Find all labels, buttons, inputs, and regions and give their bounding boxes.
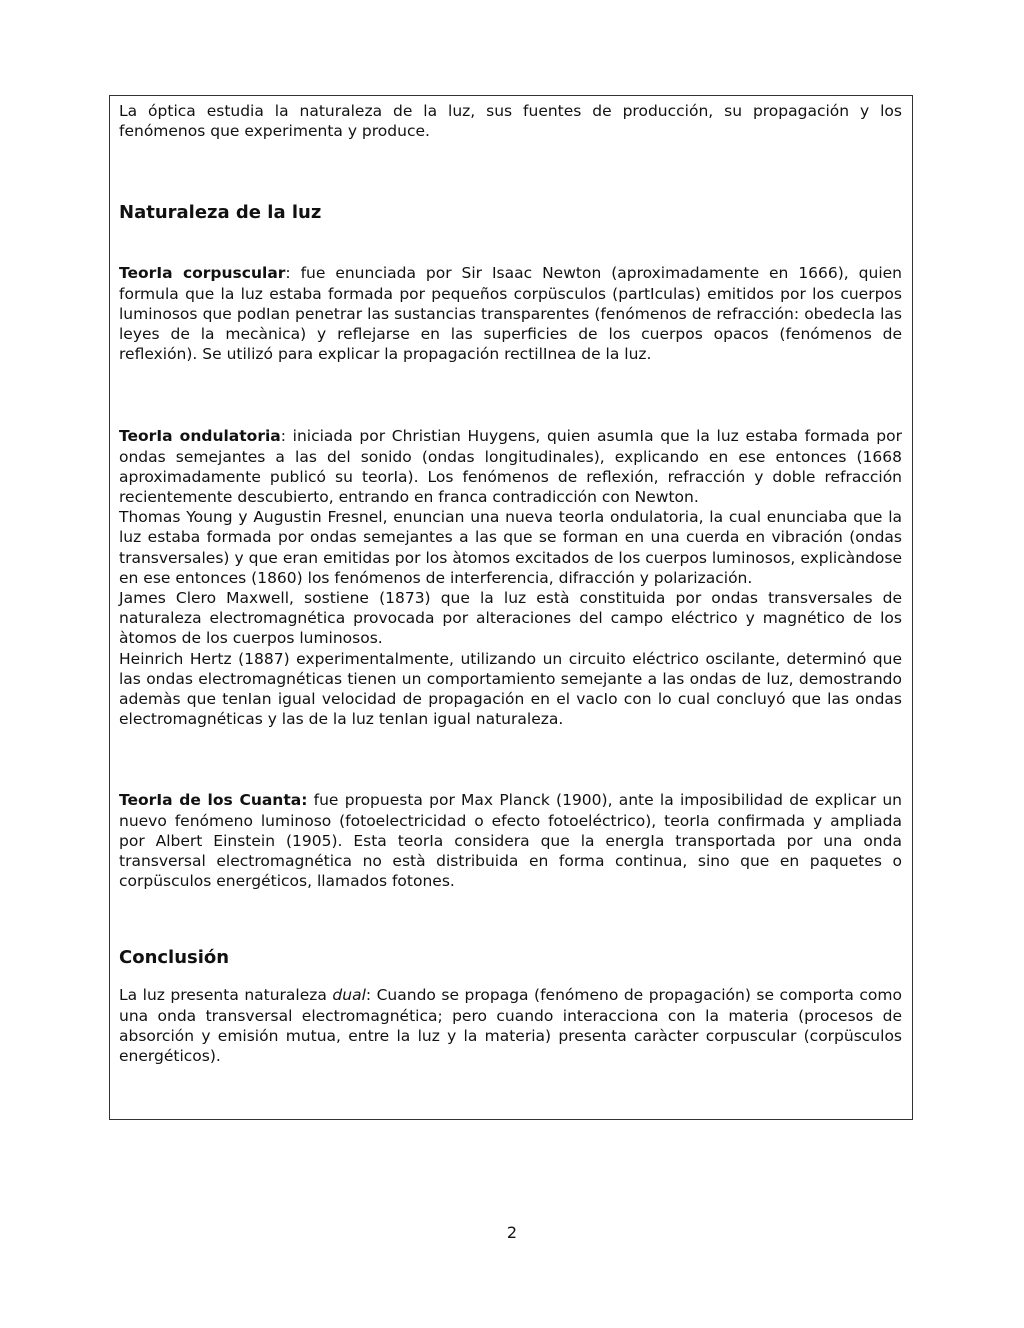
conclusion-paragraph <box>119 985 902 1066</box>
page-number: 2 <box>506 1223 518 1242</box>
heading-conclusion: Conclusión <box>119 947 230 969</box>
ondulatoria-paragraph <box>119 426 902 507</box>
conclusion-text-after: : Cuando se propaga (fenómeno de propagación) se comporta como una onda transversal electromagnética; pero cuando interacciona con la materia (procesos de absorción y emisión mutua, entre la luz y la materia) presenta caràcter corpuscular (corpüsculos energéticos). <box>119 986 902 1066</box>
cuanta-lead: TeorIa de los Cuanta: <box>119 791 308 810</box>
intro-paragraph: La óptica estudia la naturaleza de la luz, sus fuentes de producción, su propagación y los fenómenos que experimenta y produce. <box>119 102 902 141</box>
cuanta-text: fue propuesta por Max Planck (1900), ante la imposibilidad de explicar un nuevo fenómeno luminoso (fotoelectricidad o efecto fotoeléctrico), teorIa confirmada y ampliada por Albert Einstein (1905). Esta teorIa considera que la energIa transportada por una onda transversal electromagnética no està distribuida en forma continua, sino que en paquetes o corpüsculos energéticos, llamados fotones. <box>119 791 902 891</box>
ondulatoria-text: : iniciada por Christian Huygens, quien asumIa que la luz estaba formada por ondas semejantes a las del sonido (ondas longitudinales), explicando en ese entonces (1668 aproximadamente publicó su teorIa). Los fenómenos de reflexión, refracción y doble refracción recientemente descubierto, entrando en franca contradicción con Newton. <box>119 427 902 507</box>
corpuscular-paragraph <box>119 263 902 364</box>
document-body <box>119 101 902 1066</box>
young-fresnel-paragraph: Thomas Young y Augustin Fresnel, enuncian una nueva teorIa ondulatoria, la cual enunciaba que la luz estaba formada por ondas semejantes a las que se forman en una cuerda en vibración (ondas transversales) y que eran emitidas por los àtomos excitados de los cuerpos luminosos, explicàndose en ese entonces (1860) los fenómenos de interferencia, difracción y polarización. <box>119 508 902 587</box>
conclusion-emphasis: dual <box>332 986 366 1005</box>
ondulatoria-lead: TeorIa ondulatoria <box>119 427 281 446</box>
heading-naturaleza: Naturaleza de la luz <box>119 202 322 224</box>
corpuscular-text: : fue enunciada por Sir Isaac Newton (aproximadamente en 1666), quien formula que la luz estaba formada por pequeños corpüsculos (partIculas) emitidos por los cuerpos luminosos que podIan penetrar las sustancias transparentes (fenómenos de refracción: obedecIa las leyes de la mecànica) y reflejarse en las superficies de los cuerpos opacos (fenómenos de reflexión). Se utilizó para explicar la propagación rectilInea de la luz. <box>119 264 902 364</box>
corpuscular-lead: TeorIa corpuscular <box>119 264 286 283</box>
hertz-paragraph: Heinrich Hertz (1887) experimentalmente, utilizando un circuito eléctrico oscilante, determinó que las ondas electromagnéticas tienen un comportamiento semejante a las ondas de luz, demostrando ademàs que tenIan igual velocidad de propagación en el vacIo con lo cual concluyó que las ondas electromagnéticas y las de la luz tenIan igual naturaleza. <box>119 649 902 729</box>
content-frame <box>109 95 913 1120</box>
conclusion-text-before: La luz presenta naturaleza <box>119 986 333 1005</box>
cuanta-paragraph <box>119 790 902 891</box>
maxwell-paragraph: James Clero Maxwell, sostiene (1873) que la luz està constituida por ondas transversales de naturaleza electromagnética provocada por alteraciones del campo eléctrico y magnético de los àtomos de los cuerpos luminosos. <box>119 589 902 648</box>
